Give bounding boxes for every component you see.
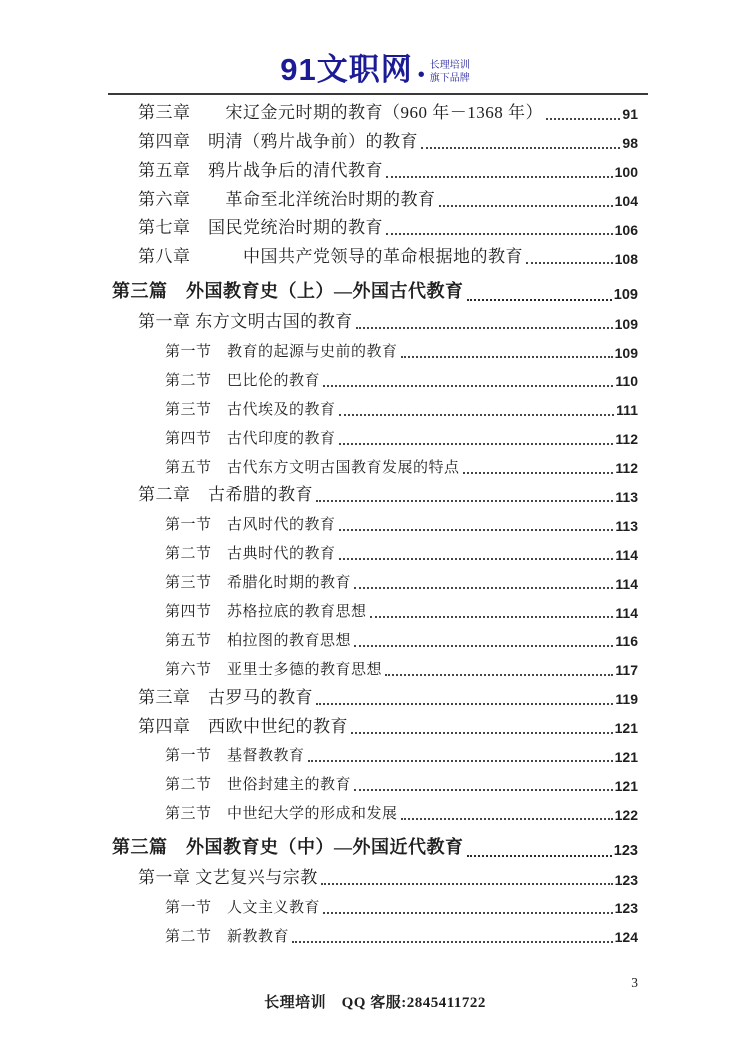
toc-entry[interactable] <box>112 481 638 510</box>
dot-leader <box>467 855 612 857</box>
toc-entry[interactable] <box>112 892 638 921</box>
dot-leader <box>401 356 613 358</box>
toc-entry-label: 第二节 世俗封建主的教育 <box>165 777 352 794</box>
toc-entry-label: 第四章 明清（鸦片战争前）的教育 <box>138 131 418 151</box>
dot-leader <box>321 883 613 885</box>
toc-entry[interactable] <box>112 307 638 336</box>
site-header <box>0 0 750 95</box>
toc-entry-page: 116 <box>615 633 638 650</box>
footer-contact-text: 长理培训 QQ 客服:2845411722 <box>264 995 486 1011</box>
toc-entry-page: 114 <box>615 546 638 563</box>
toc-entry[interactable] <box>112 278 638 307</box>
toc-entry[interactable] <box>112 834 638 863</box>
dot-leader <box>323 912 613 914</box>
dot-leader <box>316 703 613 705</box>
toc-entry-label: 第三节 中世纪大学的形成和发展 <box>165 806 398 823</box>
toc-entry-label: 第七章 国民党统治时期的教育 <box>138 218 383 238</box>
toc-entry-page: 109 <box>613 286 638 303</box>
toc-entry-label: 第六章 革命至北洋统治时期的教育 <box>138 189 436 209</box>
toc-entry-label: 第六节 亚里士多德的教育思想 <box>165 661 383 678</box>
toc-entry-label: 第二节 新教教育 <box>165 928 290 945</box>
toc-entry-page: 123 <box>614 900 638 917</box>
toc-entry-page: 114 <box>615 604 638 621</box>
toc-entry-page: 106 <box>614 221 638 238</box>
toc-entry[interactable] <box>112 156 638 185</box>
toc-entry-label: 第三章 古罗马的教育 <box>138 687 313 707</box>
dot-leader <box>546 118 620 120</box>
toc-entry-label: 第三节 古代埃及的教育 <box>165 401 336 418</box>
toc-entry[interactable] <box>112 242 638 271</box>
dot-leader <box>370 616 614 618</box>
toc-entry[interactable] <box>112 185 638 214</box>
toc-entry[interactable] <box>112 683 638 712</box>
dot-leader <box>354 645 613 647</box>
toc-entry-label: 第一章 东方文明古国的教育 <box>138 312 353 332</box>
dot-leader <box>339 558 614 560</box>
header-divider <box>108 93 648 95</box>
toc-entry[interactable] <box>112 741 638 770</box>
toc-list <box>112 98 638 950</box>
toc-entry[interactable] <box>112 423 638 452</box>
toc-entry[interactable] <box>112 921 638 950</box>
toc-entry-label: 第三节 希腊化时期的教育 <box>165 575 352 592</box>
toc-entry[interactable] <box>112 596 638 625</box>
toc-entry[interactable] <box>112 654 638 683</box>
toc-entry-page: 119 <box>615 691 638 708</box>
toc-entry[interactable] <box>112 769 638 798</box>
toc-entry-label: 第一节 古风时代的教育 <box>165 517 336 534</box>
toc-entry[interactable] <box>112 394 638 423</box>
dot-leader <box>421 147 620 149</box>
toc-entry-label: 第一章 文艺复兴与宗教 <box>138 868 318 888</box>
logo-dot-icon: • <box>417 64 425 86</box>
toc-entry-page: 121 <box>614 720 638 737</box>
toc-entry-label: 第五章 鸦片战争后的清代教育 <box>138 160 383 180</box>
toc-entry[interactable] <box>112 127 638 156</box>
toc-entry-page: 109 <box>614 315 638 332</box>
toc-entry-page: 122 <box>614 806 638 823</box>
toc-entry-label: 第八章 中国共产党领导的革命根据地的教育 <box>138 247 523 267</box>
toc-entry-label: 第五节 古代东方文明古国教育发展的特点 <box>165 459 460 476</box>
toc-entry-page: 111 <box>616 402 638 419</box>
toc-entry-page: 112 <box>615 460 638 477</box>
toc-entry-page: 109 <box>614 344 638 361</box>
tagline-line-2: 旗下品牌 <box>429 73 470 84</box>
toc-entry[interactable] <box>112 365 638 394</box>
toc-entry[interactable] <box>112 214 638 243</box>
toc-entry-label: 第四节 古代印度的教育 <box>165 430 336 447</box>
toc-entry-label: 第一节 人文主义教育 <box>165 899 321 916</box>
toc-entry[interactable] <box>112 863 638 892</box>
toc-entry-page: 91 <box>622 106 638 123</box>
dot-leader <box>354 587 613 589</box>
logo-text: 91文职网 <box>280 52 413 87</box>
dot-leader <box>308 760 613 762</box>
toc-entry[interactable] <box>112 336 638 365</box>
toc-entry[interactable] <box>112 538 638 567</box>
dot-leader <box>292 941 613 943</box>
toc-entry[interactable] <box>112 567 638 596</box>
toc-entry-page: 108 <box>614 250 638 267</box>
dot-leader <box>439 205 613 207</box>
toc-entry-page: 123 <box>613 842 638 859</box>
toc-entry-label: 第一节 教育的起源与史前的教育 <box>165 344 398 361</box>
toc-entry[interactable] <box>112 712 638 741</box>
dot-leader <box>339 414 615 416</box>
toc-entry-label: 第三篇 外国教育史（中）—外国近代教育 <box>112 837 464 858</box>
toc-entry-label: 第三篇 外国教育史（上）—外国古代教育 <box>112 281 464 302</box>
toc-entry-page: 113 <box>615 517 638 534</box>
toc-entry-page: 98 <box>622 135 638 152</box>
toc-entry[interactable] <box>112 452 638 481</box>
toc-entry[interactable] <box>112 98 638 127</box>
dot-leader <box>467 299 612 301</box>
toc-entry[interactable] <box>112 625 638 654</box>
toc-entry-page: 110 <box>615 373 638 390</box>
dot-leader <box>316 500 613 502</box>
toc-entry[interactable] <box>112 509 638 538</box>
logo-tagline <box>430 59 470 85</box>
footer-page-number: 3 <box>631 975 638 990</box>
dot-leader <box>339 529 614 531</box>
toc-entry-label: 第一节 基督教教育 <box>165 748 305 765</box>
dot-leader <box>323 385 613 387</box>
dot-leader <box>526 262 613 264</box>
toc-entry-label: 第四章 西欧中世纪的教育 <box>138 716 348 736</box>
dot-leader <box>386 176 613 178</box>
toc-entry-label: 第二章 古希腊的教育 <box>138 485 313 505</box>
toc-entry-label: 第五节 柏拉图的教育思想 <box>165 632 352 649</box>
toc-entry[interactable] <box>112 798 638 827</box>
toc-entry-label: 第二节 古典时代的教育 <box>165 546 336 563</box>
tagline-line-1: 长理培训 <box>429 60 470 71</box>
dot-leader <box>463 472 614 474</box>
toc-entry-label: 第四节 苏格拉底的教育思想 <box>165 604 367 621</box>
toc-entry-page: 123 <box>614 871 638 888</box>
toc-entry-page: 104 <box>614 193 638 210</box>
dot-leader <box>401 818 613 820</box>
toc-entry-page: 113 <box>615 488 638 505</box>
toc-entry-page: 117 <box>615 662 638 679</box>
logo <box>0 50 750 86</box>
toc-entry-label: 第三章 宋辽金元时期的教育（960 年－1368 年） <box>138 102 543 122</box>
dot-leader <box>351 732 613 734</box>
toc-entry-page: 124 <box>614 929 638 946</box>
page-footer <box>0 975 750 1060</box>
dot-leader <box>339 443 614 445</box>
toc-entry-page: 121 <box>614 748 638 765</box>
dot-leader <box>386 233 613 235</box>
toc-entry-page: 121 <box>614 777 638 794</box>
dot-leader <box>354 789 613 791</box>
toc-entry-label: 第二节 巴比伦的教育 <box>165 372 321 389</box>
toc-entry-page: 114 <box>615 575 638 592</box>
dot-leader <box>356 327 613 329</box>
toc-entry-page: 100 <box>614 164 638 181</box>
toc-entry-page: 112 <box>615 431 638 448</box>
dot-leader <box>385 674 613 676</box>
